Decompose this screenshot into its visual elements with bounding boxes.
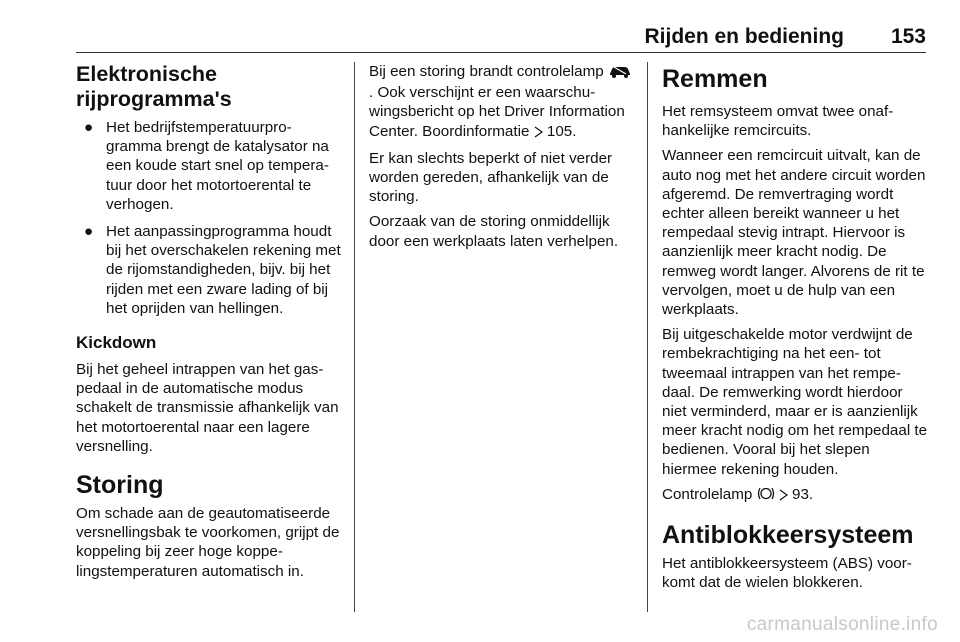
page-reference[interactable]: 105. (546, 122, 577, 140)
paragraph: Het remsysteem omvat twee onafhankelijke remcircuits. (662, 103, 894, 140)
bullet-icon: ● (84, 119, 94, 136)
bullet-text: Het aanpassingprogramma houdt bij het overschakelen rekening met de rijomstandigheden, bijv. bij het rijden met een zware lading of bij het oprijden van hellingen. (106, 223, 341, 317)
kickdown-paragraph: Bij het geheel intrappen van het gaspedaal in de automatische modus schakelt de transmissie afhankelijk van het motortoerental naar een lagere versnelling. (76, 361, 339, 455)
heading-kickdown: Kickdown (76, 333, 157, 353)
bullet-icon: ● (84, 223, 94, 241)
heading-storing: Storing (76, 471, 164, 500)
triangle-reference-icon (779, 487, 788, 506)
header-title: Rijden en bediening (644, 25, 844, 48)
column-divider-right (647, 62, 648, 612)
text-segment: . Ook verschijnt er een waarschuwingsbericht op het Driver Information Center. Boordinformatie (369, 84, 625, 140)
bullet-text: Het bedrijfstemperatuurprogramma brengt de katalysator na een koude start snel op temperatuur door het motortoerental te verhogen. (106, 119, 329, 213)
heading-elektronische-rijprogrammas: Elektronische rijprogramma's (76, 62, 232, 111)
column-middle (369, 62, 635, 257)
column-right (662, 62, 928, 598)
text-segment: Controlelamp (662, 485, 753, 503)
paragraph: Oorzaak van de storing onmiddellijk door een werkplaats laten verhelpen. (369, 213, 619, 250)
text-segment: Bij een storing brandt controlelamp (369, 63, 604, 80)
list-item (76, 118, 342, 214)
car-malfunction-icon (608, 64, 632, 83)
page-header (76, 22, 926, 53)
brake-warning-paragraph (662, 485, 928, 506)
list-item (76, 222, 342, 318)
heading-antiblokkeersysteem: Antiblokkeersysteem (662, 521, 914, 550)
paragraph: Wanneer een remcircuit uitvalt, kan de auto nog met het andere circuit worden afgeremd. De remvertraging wordt echter alleen bereikt wanneer u het rempedaal stevig intrapt. Hiervoor is aanzienlijk meer kracht nodig. De remweg wordt langer. Alvorens de rit te vervolgen, moet u de hulp van een werkplaats. (662, 147, 926, 319)
abs-paragraph: Het antiblokkeersysteem (ABS) voorkomt dat de wielen blokkeren. (662, 555, 912, 592)
paragraph: Bij uitgeschakelde motor verdwijnt de rembekrachtiging na het een- tot tweemaal intrappen van het rempedaal. De remwerking wordt hierdoor niet verminderd, maar er is aanzienlijk meer kracht nodig om het rempedaal te bedienen. Vooral bij het slepen hiermee rekening houden. (662, 326, 928, 478)
paragraph: Er kan slechts beperkt of niet verder worden gereden, afhankelijk van de storing. (369, 149, 613, 206)
storing-warning-paragraph (369, 62, 635, 143)
page-reference[interactable]: 93. (792, 485, 814, 503)
triangle-reference-icon (534, 124, 543, 143)
storing-paragraph: Om schade aan de geautomatiseerde versnellingsbak te voorkomen, grijpt de koppeling bij zeer hoge koppelingstemperaturen automatisch in. (76, 505, 340, 580)
heading-remmen: Remmen (662, 65, 768, 93)
brake-warning-icon (757, 486, 775, 506)
column-divider-left (354, 62, 355, 612)
column-left (76, 62, 342, 587)
watermark: carmanualsonline.info (746, 614, 938, 635)
page-number: 153 (890, 25, 926, 48)
